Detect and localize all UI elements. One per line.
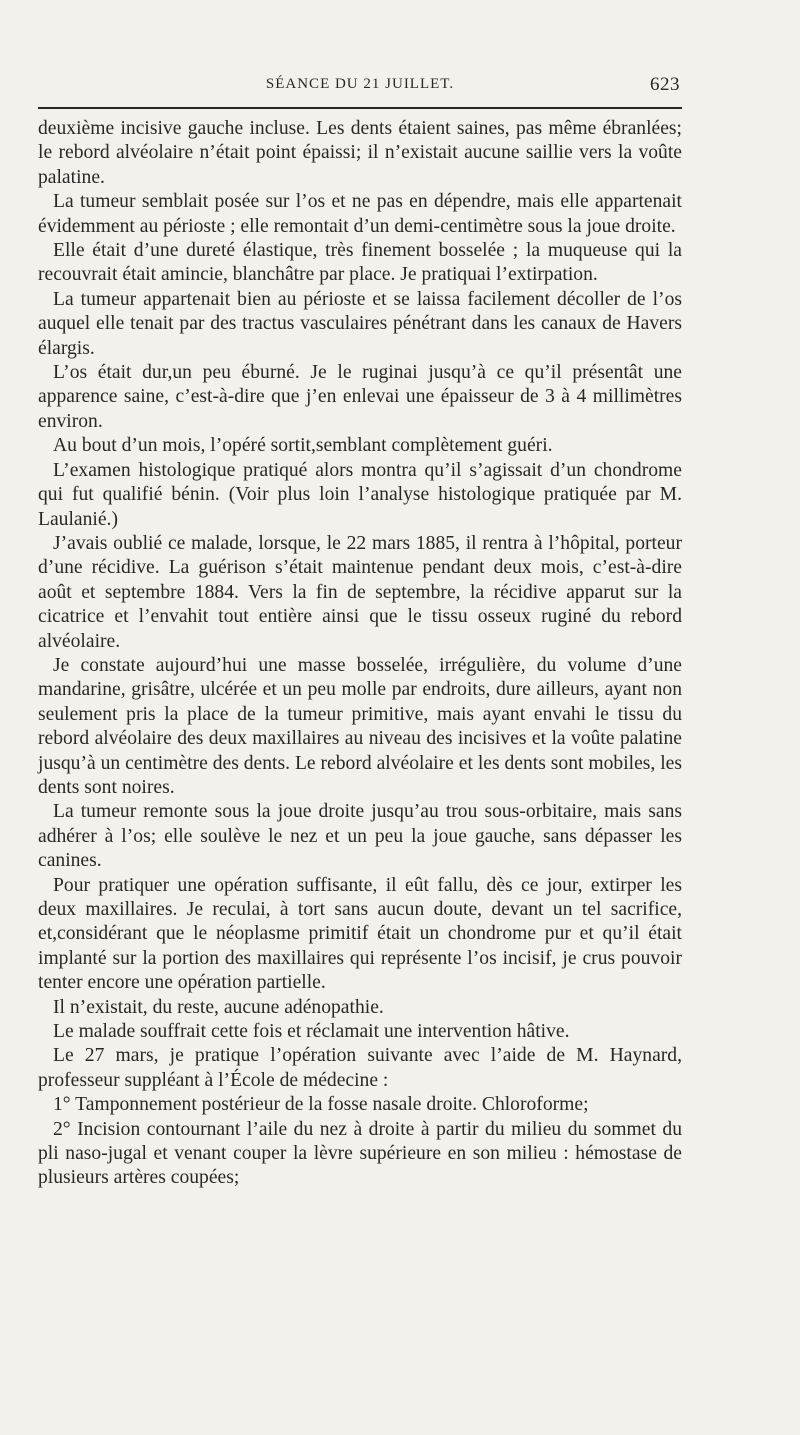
running-title: SÉANCE DU 21 JUILLET. [265, 76, 455, 92]
body-text [38, 117, 682, 1191]
page-number: 623 [650, 74, 680, 95]
paragraph: 1° Tamponnement postérieur de la fosse nasale droite. Chloroforme; [53, 1094, 589, 1116]
paragraph: L’os était dur,un peu éburné. Je le ruginai jusqu’à ce qu’il présentât une apparence saine, c’est-à-dire que j’en enlevai une épaisseur de 3 à 4 millimètres environ. [38, 362, 682, 432]
paragraph: 2° Incision contournant l’aile du nez à droite à partir du milieu du sommet du pli naso-jugal et venant couper la lèvre supérieure en son milieu : hémostase de plusieurs artères coupées; [38, 1118, 682, 1189]
paragraph: Le 27 mars, je pratique l’opération suivante avec l’aide de M. Haynard, professeur suppléant à l’École de médecine : [38, 1045, 682, 1091]
paragraph: La tumeur semblait posée sur l’os et ne pas en dépendre, mais elle appartenait évidemment au périoste ; elle remontait d’un demi-centimètre sous la joue droite. [38, 191, 682, 237]
paragraph: deuxième incisive gauche incluse. Les dents étaient saines, pas même ébranlées; le rebord alvéolaire n’était point épaissi; il n’existait aucune saillie vers la voûte palatine. [38, 118, 682, 188]
paragraph: Au bout d’un mois, l’opéré sortit,semblant complètement guéri. [53, 435, 553, 457]
paragraph: Je constate aujourd’hui une masse bosselée, irrégulière, du volume d’une mandarine, grisâtre, ulcérée et un peu molle par endroits, dure ailleurs, ayant non seulement pris la place de la tumeur primitive, mais ayant envahi le tissu du rebord alvéolaire des deux maxillaires au niveau des incisives et la voûte palatine jusqu’à un centimètre des dents. Le rebord alvéolaire et les dents sont mobiles, les dents sont noires. [38, 654, 682, 798]
paragraph: La tumeur remonte sous la joue droite jusqu’au trou sous-orbitaire, mais sans adhérer à l’os; elle soulève le nez et un peu la joue gauche, sans dépasser les canines. [38, 801, 682, 872]
paragraph: La tumeur appartenait bien au périoste et se laissa facilement décoller de l’os auquel elle tenait par des tractus vasculaires pénétrant dans les canaux de Havers élargis. [38, 288, 682, 359]
paragraph: Il n’existait, du reste, aucune adénopathie. [53, 996, 384, 1018]
header-rule [38, 107, 682, 109]
paragraph: Le malade souffrait cette fois et réclamait une intervention hâtive. [53, 1021, 570, 1043]
paragraph: Elle était d’une dureté élastique, très finement bosselée ; la muqueuse qui la recouvrait était amincie, blanchâtre par place. Je pratiquai l’extirpation. [38, 240, 682, 286]
paragraph: J’avais oublié ce malade, lorsque, le 22 mars 1885, il rentra à l’hôpital, porteur d’une récidive. La guérison s’était maintenue pendant deux mois, c’est-à-dire août et septembre 1884. Vers la fin de septembre, la récidive apparut sur la cicatrice et l’envahit tout entière ainsi que le tissu osseux ruginé du rebord alvéolaire. [38, 532, 682, 652]
paragraph: Pour pratiquer une opération suffisante, il eût fallu, dès ce jour, extirper les deux maxillaires. Je reculai, à tort sans aucun doute, devant un tel sacrifice, et,considérant que le néoplasme primitif était un chondrome pur et qu’il était implanté sur la portion des maxillaires qui représente l’os incisif, je crus pouvoir tenter encore une opération partielle. [38, 874, 682, 994]
page-header [38, 70, 682, 100]
paragraph: L’examen histologique pratiqué alors montra qu’il s’agissait d’un chondrome qui fut qualifié bénin. (Voir plus loin l’analyse histologique pratiquée par M. Laulanié.) [38, 459, 682, 530]
